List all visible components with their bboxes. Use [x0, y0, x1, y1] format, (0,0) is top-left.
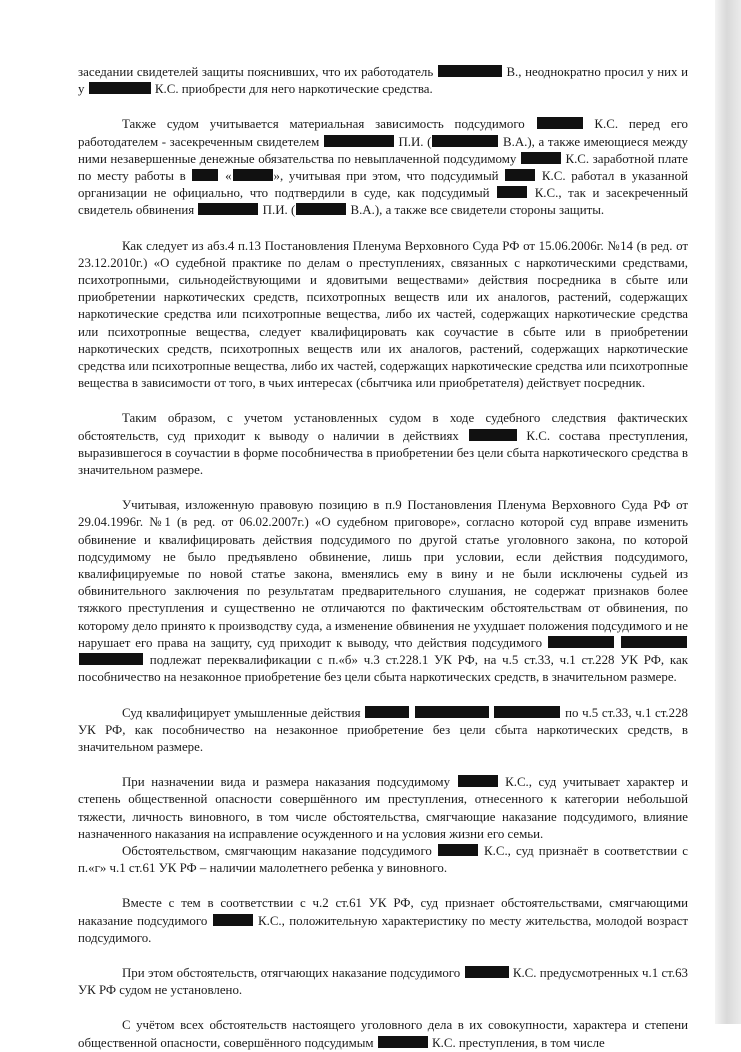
redaction-bar — [365, 706, 409, 718]
redaction-bar — [233, 169, 273, 181]
paragraph-p6 — [78, 705, 688, 757]
paragraph-p8 — [78, 843, 688, 877]
redaction-bar — [505, 169, 535, 181]
text-run: При назначении вида и размера наказания подсудимому — [122, 775, 457, 790]
text-run: К.С. преступления, в том числе — [428, 1035, 605, 1050]
redaction-bar — [378, 1036, 428, 1048]
text-run: заседании свидетелей защиты пояснивших, что их работодатель — [78, 65, 437, 79]
redaction-bar — [415, 706, 489, 718]
paragraph-spacer — [78, 0, 688, 64]
redaction-bar — [89, 82, 151, 94]
text-run: по ч.5 ст.33, ч.1 ст.228 УК РФ, как пособничество на незаконное приобретение без цели сбыта наркотических средств, в значительном размере. — [78, 705, 688, 754]
redaction-bar — [537, 117, 583, 129]
text-run: К.С. состава преступления, выразившегося в соучастии в форме пособничества в приобретении без цели сбыта наркотического средства в значительном размере. — [78, 428, 688, 478]
scan-page-edge — [715, 0, 741, 1024]
redaction-bar — [324, 135, 394, 147]
text-run — [615, 636, 620, 650]
text-run: Также судом учитывается материальная зависимость подсудимого — [122, 117, 536, 132]
paragraph-spacer — [78, 756, 688, 774]
paragraph-p1 — [78, 64, 688, 98]
text-run: К.С., так и засекреченный свидетель обвинения — [78, 186, 688, 218]
document-page — [78, 0, 688, 1052]
text-run: Учитывая, изложенную правовую позицию в п.9 Постановления Пленума Верховного Суда РФ от 29.04.1996г. №1 (в ред. от 06.02.2007г.) «О судебном приговоре», согласно которой суд вправе изменить обвинение и квалифицировать действия подсудимого по другой статье уголовного закона, по которой подсудимому не было предъявлено обвинение, лишь при условии, если действия подсудимого, квалифицируемые по новой статье закона, вменялись ему в вину и не были исключены судьей из обвинительного заключения по результатам предварительного слушания, не содержат признаков более тяжкого преступления и существенно не отличаются по фактическим обстоятельствам от обвинения, по которому дело принято к производству суда, а изменение обвинения не ухудшает положения подсудимого и не нарушает его права на защиту, суд приходит к выводу, что действия подсудимого — [78, 498, 688, 650]
redaction-bar — [548, 636, 614, 648]
redaction-bar — [198, 203, 258, 215]
text-run — [410, 706, 414, 720]
text-run: При этом обстоятельств, отягчающих наказание подсудимого — [122, 965, 464, 980]
redaction-bar — [213, 914, 253, 926]
redaction-bar — [465, 966, 509, 978]
text-run: К.С., суд учитывает характер и степень общественной опасности совершённого им преступления, отнесенного к категории небольшой тяжести, личность виновного, в том числе обстоятельства, смягчающие наказание подсудимого, влияние назначенного наказания на исправление осужденного и на условия жизни его семьи. — [78, 775, 688, 841]
redaction-bar — [432, 135, 498, 147]
paragraph-spacer — [78, 687, 688, 705]
text-run: Обстоятельством, смягчающим наказание подсудимого — [122, 843, 437, 858]
redaction-bar — [469, 429, 517, 441]
redaction-bar — [79, 653, 143, 665]
paragraph-p4 — [78, 410, 688, 479]
text-run: Суд квалифицирует умышленные действия — [122, 705, 365, 720]
text-run: подлежат переквалификации с п.«б» ч.3 ст.228.1 УК РФ, на ч.5 ст.33, ч.1 ст.228 УК РФ, как пособничество на незаконное приобретение без цели сбыта наркотических средств, в значительном размере. — [78, 653, 688, 685]
text-run: В.А.), а также имеющиеся между ними незавершенные денежные обязательства по невыплаченной подсудимому — [78, 134, 688, 166]
redaction-bar — [192, 169, 218, 181]
text-run: П.И. ( — [259, 203, 296, 218]
paragraph-p10 — [78, 965, 688, 999]
paragraph-p7 — [78, 774, 688, 843]
text-run: », учитывая при этом, что подсудимый — [273, 169, 505, 184]
redaction-bar — [438, 65, 502, 77]
redaction-bar — [521, 152, 561, 164]
paragraph-p9 — [78, 895, 688, 947]
redaction-bar — [296, 203, 346, 215]
redaction-bar — [494, 706, 560, 718]
text-run: К.С. предусмотренных ч.1 ст.63 УК РФ судом не установлено. — [78, 965, 688, 998]
text-run: Вместе с тем в соответствии с ч.2 ст.61 УК РФ, суд признает обстоятельствами, смягчающими наказание подсудимого — [78, 896, 688, 928]
text-run: К.С. заработной плате по месту работы в — [78, 151, 688, 184]
redaction-bar — [497, 186, 527, 198]
text-run: Как следует из абз.4 п.13 Постановления Пленума Верховного Суда РФ от 15.06.2006г. №14 (в ред. от 23.12.2010г.) «О судебной практике по делам о преступлениях, связанных с наркотическими средствами, психотропными, сильнодействующими и ядовитыми веществами» действия посредника в сбыте или приобретении наркотических средств, психотропных веществ или их аналогов, растений, содержащих наркотические средства или психотропные вещества, либо их частей, содержащих наркотические средства или психотропные вещества, следует квалифицировать как соучастие в сбыте или в приобретении наркотических средств, психотропных веществ или их аналогов, растений, содержащих наркотические средства или психотропные вещества, либо их частей, содержащих наркотические средства или психотропные вещества в зависимости от того, в чьих интересах (сбытчика или приобретателя) действует посредник. — [78, 238, 688, 391]
text-run: К.С., положительную характеристику по месту жительства, молодой возраст подсудимого. — [78, 913, 688, 945]
paragraph-p11 — [78, 1017, 688, 1051]
paragraph-spacer — [78, 479, 688, 497]
paragraph-spacer — [78, 392, 688, 410]
paragraph-p2 — [78, 116, 688, 219]
redaction-bar — [438, 844, 478, 856]
paragraph-p3 — [78, 238, 688, 393]
paragraph-p5 — [78, 497, 688, 686]
paragraph-spacer — [78, 220, 688, 238]
text-run: Таким образом, с учетом установленных судом в ходе судебного следствия фактических обстоятельств, суд приходит к выводу о наличии в действиях — [78, 411, 688, 443]
text-run: К.С. работал в указанной организации не официально, что подтвердили в суде, как подсудимый — [78, 169, 688, 201]
paragraph-spacer — [78, 877, 688, 895]
paragraph-spacer — [78, 947, 688, 965]
paragraph-spacer — [78, 999, 688, 1017]
text-run: « — [219, 169, 232, 184]
text-run: К.С. приобрести для него наркотические средства. — [151, 82, 433, 97]
text-run: В.А.), а также все свидетели стороны защиты. — [347, 203, 605, 218]
paragraph-spacer — [78, 98, 688, 116]
text-run: С учётом всех обстоятельств настоящего уголовного дела в их совокупности, характера и степени общественной опасности, совершённого подсудимым — [78, 1018, 688, 1050]
text-run: К.С., суд признаёт в соответствии с п.«г» ч.1 ст.61 УК РФ – наличии малолетнего ребенка у виновного. — [78, 843, 688, 876]
text-run: В., неоднократно просил у них и у — [78, 65, 688, 97]
text-run: П.И. ( — [394, 134, 432, 149]
redaction-bar — [621, 636, 687, 648]
text-run: К.С. перед его работодателем - засекреченным свидетелем — [78, 117, 688, 149]
redaction-bar — [458, 775, 498, 787]
text-run — [490, 706, 494, 720]
